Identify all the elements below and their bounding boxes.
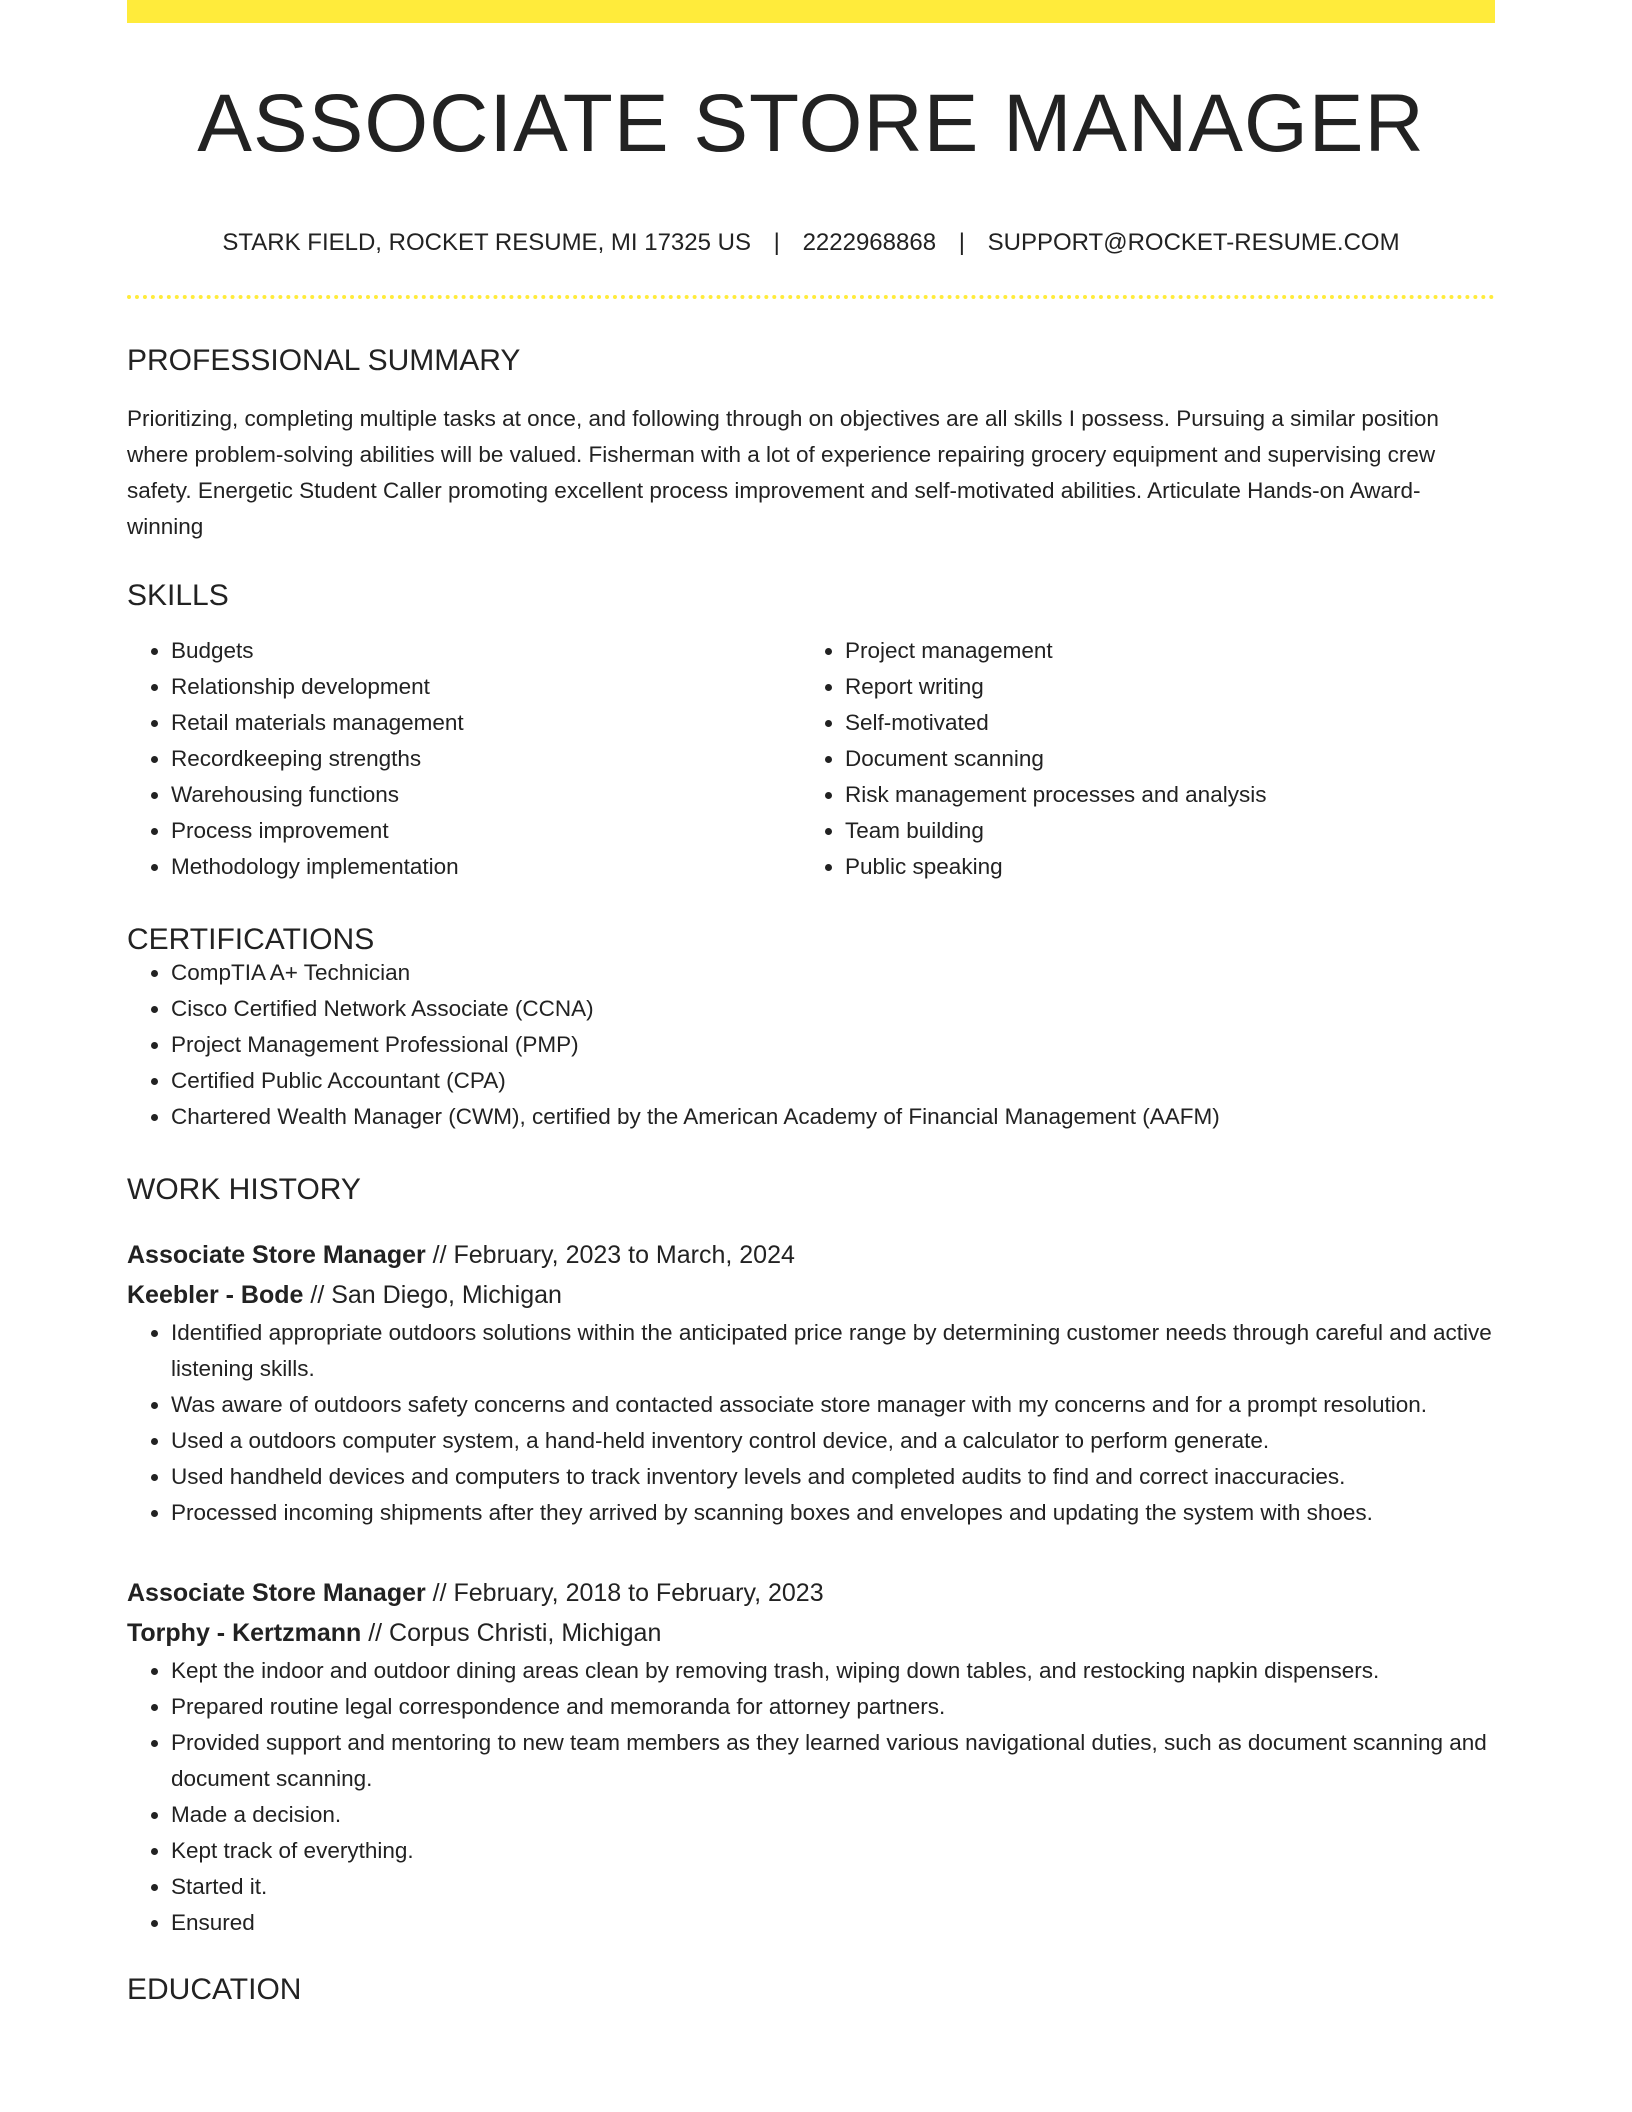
- job-bullet: • Kept the indoor and outdoor dining areas clean by removing trash, wiping down tables, and restocking napkin dispensers.: [171, 1653, 1495, 1689]
- contact-separator: |: [958, 229, 965, 256]
- dotted-divider: [127, 295, 1495, 299]
- certifications-list: [127, 955, 1495, 1135]
- job-role: Associate Store Manager: [127, 1579, 426, 1607]
- contact-line: [127, 231, 1495, 255]
- skill-item: • Public speaking: [845, 849, 1475, 885]
- job-company-line: [127, 1275, 1495, 1315]
- job-dates: // February, 2018 to February, 2023: [425, 1579, 824, 1607]
- job-bullet: • Used a outdoors computer system, a hand-held inventory control device, and a calculator to perform generate.: [171, 1423, 1495, 1459]
- skill-item: • Self-motivated: [845, 705, 1475, 741]
- job-bullet: • Identified appropriate outdoors solutions within the anticipated price range by determining customer needs through careful and active listening skills.: [171, 1315, 1495, 1387]
- certification-item: • Project Management Professional (PMP): [171, 1027, 1495, 1063]
- skill-item: • Team building: [845, 813, 1475, 849]
- certification-item: • CompTIA A+ Technician: [171, 955, 1495, 991]
- skills-column-left: [127, 633, 801, 885]
- job-entry: [127, 1235, 1495, 1531]
- job-entry: [127, 1573, 1495, 1941]
- job-bullet: • Was aware of outdoors safety concerns and contacted associate store manager with my concerns and for a prompt resolution.: [171, 1387, 1495, 1423]
- job-bullet: • Used handheld devices and computers to track inventory levels and completed audits to find and correct inaccuracies.: [171, 1459, 1495, 1495]
- job-title-line: [127, 1235, 1495, 1275]
- work-history-heading: WORK HISTORY: [127, 1173, 361, 1206]
- job-company-line: [127, 1613, 1495, 1653]
- job-bullets: [127, 1315, 1495, 1531]
- skill-item: • Relationship development: [171, 669, 801, 705]
- certifications-heading: CERTIFICATIONS: [127, 923, 375, 956]
- skill-item: • Process improvement: [171, 813, 801, 849]
- job-bullet: • Processed incoming shipments after they arrived by scanning boxes and envelopes and updating the system with shoes.: [171, 1495, 1495, 1531]
- summary-text: Prioritizing, completing multiple tasks at once, and following through on objectives are all skills I possess. Pursuing a similar position where problem-solving abilities will be valued. Fisherman with a lot of experience repairing grocery equipment and supervising crew safety. Energetic Student Caller promoting excellent process improvement and self-motivated abilities. Articulate Hands-on Award-winning: [127, 406, 1439, 539]
- skill-item: • Report writing: [845, 669, 1475, 705]
- contact-phone: 2222968868: [802, 229, 937, 256]
- certification-item: • Cisco Certified Network Associate (CCNA): [171, 991, 1495, 1027]
- skills-grid: [127, 633, 1495, 885]
- job-role: Associate Store Manager: [127, 1241, 426, 1269]
- job-bullet: • Started it.: [171, 1869, 1495, 1905]
- skill-item: • Warehousing functions: [171, 777, 801, 813]
- job-bullet: • Made a decision.: [171, 1797, 1495, 1833]
- skill-item: • Budgets: [171, 633, 801, 669]
- accent-bar: [127, 0, 1495, 23]
- skill-item: • Recordkeeping strengths: [171, 741, 801, 777]
- job-title-line: [127, 1573, 1495, 1613]
- job-company: Keebler - Bode: [127, 1281, 304, 1309]
- job-bullet: • Prepared routine legal correspondence and memoranda for attorney partners.: [171, 1689, 1495, 1725]
- certification-item: • Certified Public Accountant (CPA): [171, 1063, 1495, 1099]
- skill-item: • Document scanning: [845, 741, 1475, 777]
- skills-heading: SKILLS: [127, 579, 229, 612]
- contact-address: STARK FIELD, ROCKET RESUME, MI 17325 US: [222, 229, 751, 256]
- job-bullets: [127, 1653, 1495, 1941]
- contact-separator: |: [773, 229, 780, 256]
- job-location: // Corpus Christi, Michigan: [361, 1619, 662, 1647]
- certification-item: • Chartered Wealth Manager (CWM), certified by the American Academy of Financial Management (AAFM): [171, 1099, 1495, 1135]
- job-company: Torphy - Kertzmann: [127, 1619, 362, 1647]
- resume-page: [127, 0, 1495, 2112]
- job-bullet: • Ensured: [171, 1905, 1495, 1941]
- summary-heading: PROFESSIONAL SUMMARY: [127, 344, 521, 377]
- job-bullet: • Kept track of everything.: [171, 1833, 1495, 1869]
- job-location: // San Diego, Michigan: [303, 1281, 562, 1309]
- skill-item: • Retail materials management: [171, 705, 801, 741]
- skills-column-right: [801, 633, 1475, 885]
- skill-item: • Project management: [845, 633, 1475, 669]
- contact-email: SUPPORT@ROCKET-RESUME.COM: [987, 229, 1400, 256]
- job-bullet: • Provided support and mentoring to new team members as they learned various navigational duties, such as document scanning and document scanning.: [171, 1725, 1495, 1797]
- skill-item: • Methodology implementation: [171, 849, 801, 885]
- skill-item: • Risk management processes and analysis: [845, 777, 1475, 813]
- education-heading: EDUCATION: [127, 1973, 302, 2006]
- job-dates: // February, 2023 to March, 2024: [425, 1241, 795, 1269]
- resume-name: ASSOCIATE STORE MANAGER: [197, 78, 1425, 169]
